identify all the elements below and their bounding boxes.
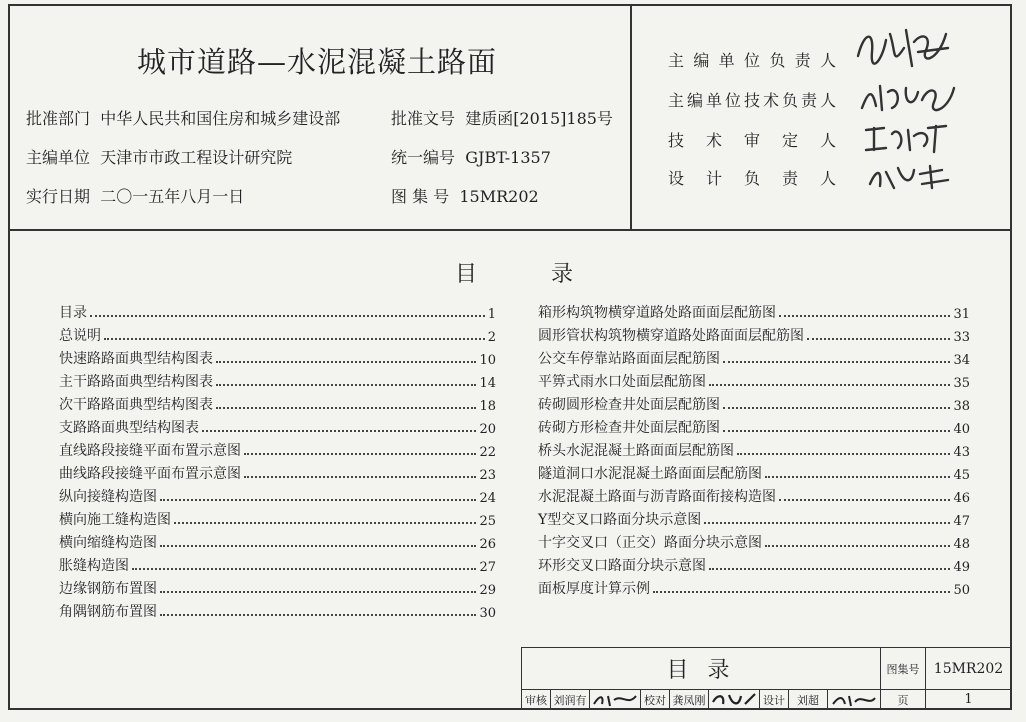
toc-entry-title: 十字交叉口（正交）路面分块示意图	[538, 535, 762, 551]
toc-entry	[59, 530, 496, 552]
toc-entry-title: 纵向接缝构造图	[59, 489, 157, 505]
atlas-title: 城市道路—水泥混凝土路面	[136, 45, 497, 79]
toc-leader-dots	[704, 522, 950, 524]
toc-entry-title: 胀缝构造图	[59, 558, 129, 574]
toc-entry-page: 45	[953, 468, 970, 483]
design-label: 设计	[759, 689, 789, 710]
editor-unit-row	[26, 145, 292, 168]
check-signature-mark	[711, 692, 757, 708]
toc-leader-dots	[737, 453, 950, 455]
toc-entry-title: 水泥混凝土路面与沥青路面衔接构造图	[538, 489, 776, 505]
toc-entry	[538, 530, 970, 552]
toc-leader-dots	[90, 315, 485, 317]
toc-leader-dots	[709, 568, 950, 570]
toc-entry-page: 18	[479, 399, 496, 414]
check-signature	[708, 689, 760, 710]
toc-entry	[59, 300, 496, 322]
editor-unit-label: 主编单位	[26, 148, 91, 167]
approval-doc-row	[391, 106, 613, 129]
toc-entry-page: 33	[953, 330, 970, 345]
page-no: 1	[925, 689, 1012, 710]
review-signature-mark	[592, 692, 638, 708]
toc-entry-page: 49	[953, 560, 970, 575]
toc-entry-page: 24	[479, 491, 496, 506]
toc-leader-dots	[807, 338, 950, 340]
toc-entry-page: 1	[487, 307, 496, 322]
toc-entry-title: 次干路路面典型结构图表	[59, 397, 213, 413]
toc-entry-title: 横向施工缝构造图	[59, 512, 171, 528]
toc-leader-dots	[723, 407, 950, 409]
toc-entry-title: 支路路面典型结构图表	[59, 420, 199, 436]
toc-entry	[538, 576, 970, 598]
unified-no-label: 统一编号	[391, 148, 456, 167]
toc-entry-title: 边缘钢筋布置图	[59, 581, 157, 597]
toc-leader-dots	[244, 453, 476, 455]
toc-leader-dots	[132, 568, 476, 570]
toc-entry-page: 30	[479, 606, 496, 621]
toc-leader-dots	[216, 384, 476, 386]
approval-dept-row	[26, 106, 340, 129]
toc-entry-title: 曲线路段接缝平面布置示意图	[59, 466, 241, 482]
toc-entry	[538, 415, 970, 437]
toc-leader-dots	[779, 315, 950, 317]
toc-entry-title: 直线路段接缝平面布置示意图	[59, 443, 241, 459]
page-label: 页	[880, 689, 926, 710]
atlas-no-row	[391, 184, 539, 207]
design-signature-mark	[831, 692, 877, 708]
effective-date-row	[26, 184, 244, 207]
toc-entry-title: 目录	[59, 305, 87, 321]
toc-entry	[538, 392, 970, 414]
title-block	[521, 647, 1012, 710]
toc-entry	[59, 461, 496, 483]
responsible-label-review: 技术审定人	[668, 131, 836, 150]
toc-entry-page: 29	[479, 583, 496, 598]
toc-entry-title: 隧道洞口水泥混凝土路面面层配筋图	[538, 466, 762, 482]
toc-entry-page: 50	[953, 583, 970, 598]
toc-entry-page: 20	[479, 422, 496, 437]
toc-entry	[538, 300, 970, 322]
toc-entry	[538, 323, 970, 345]
toc-leader-dots	[723, 430, 950, 432]
design-signature	[827, 689, 881, 710]
toc-entry	[59, 438, 496, 460]
toc-entry-page: 27	[479, 560, 496, 575]
toc-entry	[59, 323, 496, 345]
toc-entry-page: 40	[953, 422, 970, 437]
toc-leader-dots	[709, 384, 950, 386]
toc-entry-page: 26	[479, 537, 496, 552]
toc-entry-title: 横向缩缝构造图	[59, 535, 157, 551]
header-column-divider	[630, 4, 632, 230]
toc-entry	[59, 507, 496, 529]
toc-entry-page: 35	[953, 376, 970, 391]
toc-entry-page: 10	[479, 353, 496, 368]
signature-tech	[858, 78, 958, 118]
toc-entry	[538, 553, 970, 575]
toc-leader-dots	[653, 591, 950, 593]
approval-dept: 中华人民共和国住房和城乡建设部	[100, 109, 341, 128]
toc-entry	[59, 369, 496, 391]
toc-leader-dots	[160, 591, 476, 593]
review-signature	[589, 689, 641, 710]
toc-leader-dots	[104, 338, 485, 340]
toc-entry-title: 圆形管状构筑物横穿道路处路面面层配筋图	[538, 328, 804, 344]
unified-no: GJBT-1357	[465, 148, 551, 167]
toc-entry	[59, 415, 496, 437]
toc-leader-dots	[765, 545, 950, 547]
responsible-label-design: 设计负责人	[668, 169, 836, 188]
toc-entry-title: 角隅钢筋布置图	[59, 604, 157, 620]
toc-entry-page: 2	[487, 330, 496, 345]
title-block-atlas-no: 15MR202	[925, 647, 1012, 690]
toc-entry-page: 22	[479, 445, 496, 460]
check-label: 校对	[640, 689, 670, 710]
toc-entry-title: 公交车停靠站路面面层配筋图	[538, 351, 720, 367]
toc-leader-dots	[765, 476, 950, 478]
signature-design	[864, 160, 954, 192]
responsible-label-tech: 主编单位技术负责人	[668, 91, 836, 110]
toc-entry	[59, 576, 496, 598]
toc-entry	[59, 346, 496, 368]
toc-entry	[538, 507, 970, 529]
toc-entry-title: 总说明	[59, 328, 101, 344]
toc-leader-dots	[779, 499, 950, 501]
atlas-no: 15MR202	[459, 187, 539, 206]
toc-leader-dots	[216, 407, 476, 409]
toc-heading-right: 录	[551, 262, 574, 287]
toc-heading-left: 目	[455, 262, 478, 287]
check-name: 龚凤刚	[669, 689, 709, 710]
toc-entry-title: 快速路路面典型结构图表	[59, 351, 213, 367]
toc-entry	[538, 369, 970, 391]
toc-entry-page: 34	[953, 353, 970, 368]
toc-entry-title: 砖砌方形检查井处面层配筋图	[538, 420, 720, 436]
toc-leader-dots	[202, 430, 476, 432]
toc-leader-dots	[723, 361, 950, 363]
toc-entry	[538, 438, 970, 460]
title-block-name: 目 录	[521, 647, 881, 690]
signature-review	[862, 120, 952, 156]
approval-doc-label: 批准文号	[391, 109, 456, 128]
toc-entry-page: 47	[953, 514, 970, 529]
toc-entry	[59, 392, 496, 414]
toc-entry	[538, 346, 970, 368]
unified-no-row	[391, 145, 551, 168]
design-name: 刘超	[788, 689, 828, 710]
toc-leader-dots	[216, 361, 476, 363]
review-label: 审核	[521, 689, 551, 710]
toc-entry-page: 38	[953, 399, 970, 414]
toc-entry-title: 面板厚度计算示例	[538, 581, 650, 597]
responsible-label-chief: 主编单位负责人	[668, 51, 836, 70]
toc-entry-title: 砖砌圆形检查井处面层配筋图	[538, 397, 720, 413]
toc-entry-page: 48	[953, 537, 970, 552]
toc-entry-page: 25	[479, 514, 496, 529]
toc-entry-page: 14	[479, 376, 496, 391]
toc-entry	[538, 461, 970, 483]
toc-leader-dots	[160, 499, 476, 501]
toc-leader-dots	[160, 545, 476, 547]
toc-entry	[59, 484, 496, 506]
review-name: 刘润有	[550, 689, 590, 710]
signature-chief	[852, 22, 952, 72]
editor-unit: 天津市市政工程设计研究院	[100, 148, 293, 167]
toc-entry-title: 桥头水泥混凝土路面面层配筋图	[538, 443, 734, 459]
title-block-atlas-label: 图集号	[880, 647, 926, 690]
toc-entry-title: Y型交叉口路面分块示意图	[538, 512, 702, 528]
atlas-no-label: 图 集 号	[391, 187, 450, 206]
toc-entry-page: 46	[953, 491, 970, 506]
header-divider	[8, 229, 1012, 231]
effective-date: 二〇一五年八月一日	[100, 187, 245, 206]
toc-entry	[59, 553, 496, 575]
toc-entry	[59, 599, 496, 621]
toc-entry-title: 平箅式雨水口处面层配筋图	[538, 374, 706, 390]
toc-entry-title: 环形交叉口路面分块示意图	[538, 558, 706, 574]
toc-entry-title: 主干路路面典型结构图表	[59, 374, 213, 390]
toc-leader-dots	[174, 522, 476, 524]
toc-entry-page: 31	[953, 307, 970, 322]
toc-leader-dots	[244, 476, 476, 478]
toc-entry	[538, 484, 970, 506]
toc-entry-page: 23	[479, 468, 496, 483]
effective-date-label: 实行日期	[26, 187, 91, 206]
toc-entry-page: 43	[953, 445, 970, 460]
approval-doc: 建质函[2015]185号	[465, 109, 613, 128]
toc-entry-title: 箱形构筑物横穿道路处路面面层配筋图	[538, 305, 776, 321]
approval-dept-label: 批准部门	[26, 109, 91, 128]
toc-leader-dots	[160, 614, 476, 616]
